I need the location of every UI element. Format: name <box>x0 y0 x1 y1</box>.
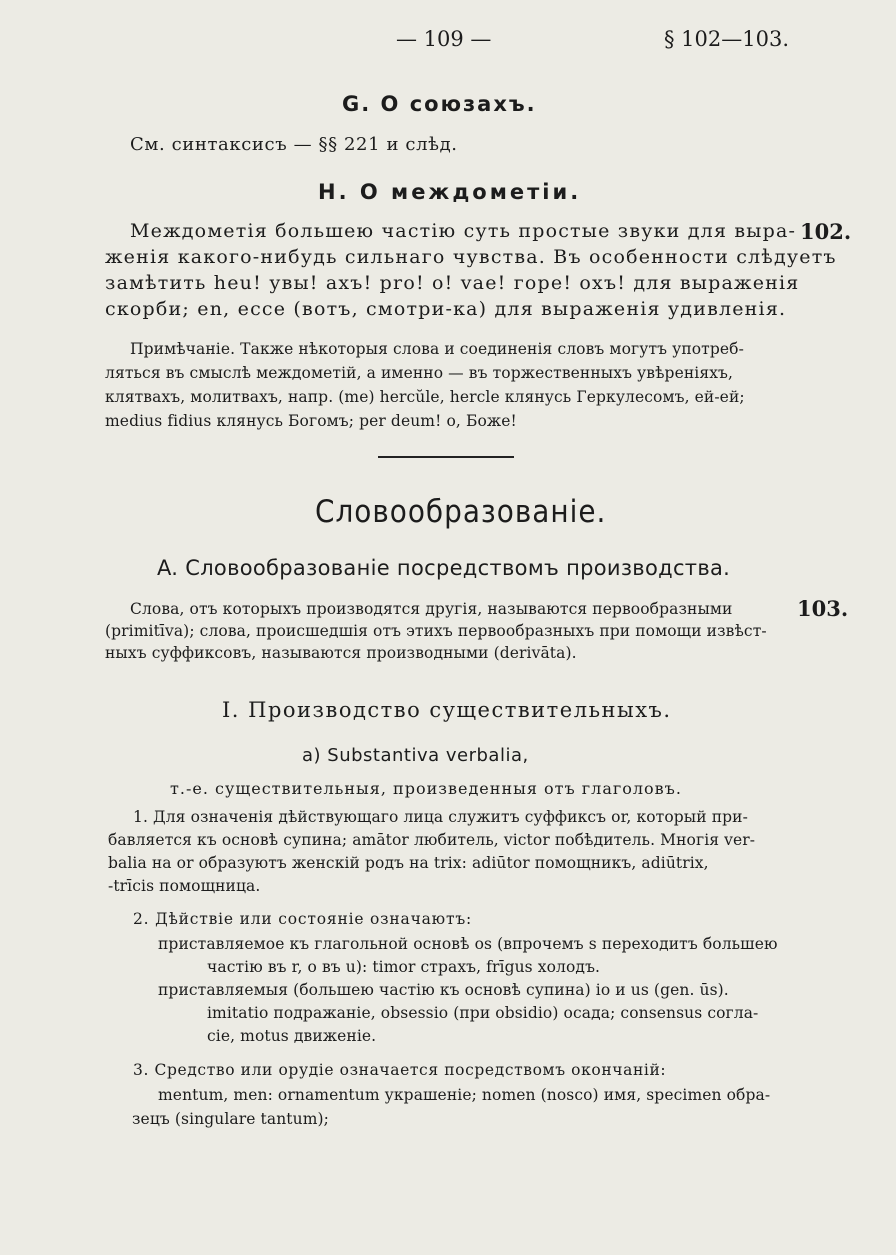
note-line-4: medius fidius клянусь Богомъ; per deum! о, Боже! <box>105 412 517 430</box>
subheading-verbal-nouns: т.-е. существительныя, произведенныя отъ глаголовъ. <box>170 779 682 798</box>
note-line-2: ляться въ смыслѣ междометій, а именно — въ торжественныхъ увѣреніяхъ, <box>105 364 734 382</box>
item2-heading: 2. Дѣйствіе или состояніе означаютъ: <box>133 910 473 928</box>
interjection-line-2: женія какого-нибудь сильнаго чувства. Въ особенности слѣдуетъ <box>105 246 837 268</box>
interjection-line-1: Междометія большею частію суть простые звуки для выра- <box>130 220 797 242</box>
note-line-1: Примѣчаніе. Также нѣкоторыя слова и соединенія словъ могутъ употреб- <box>130 340 744 358</box>
item3-line-2: зецъ (singulare tantum); <box>132 1110 329 1128</box>
note-line-3: клятвахъ, молитвахъ, напр. (me) hercŭle, hercle клянусь Геркулесомъ, ей-ей; <box>105 388 745 406</box>
heading-conjunctions: G. О союзахъ. <box>342 92 537 116</box>
heading-derivation: A. Словообразованіе посредствомъ производства. <box>157 556 731 580</box>
heading-interjections: H. О междометіи. <box>318 180 582 204</box>
item2-line-4: imitatio подражаніе, obsessio (при obsidio) осада; consensus согла- <box>207 1004 759 1022</box>
syntax-reference: См. синтаксисъ — §§ 221 и слѣд. <box>130 134 458 155</box>
heading-nouns: I. Производство существительныхъ. <box>222 698 672 722</box>
item1-line-3: balia на or образуютъ женскій родъ на trix: adiūtor помощникъ, adiūtrix, <box>108 854 709 872</box>
item2-line-2: частію въ r, о въ u): timor страхъ, frīgus холодъ. <box>207 958 601 976</box>
paragraph-number-102: 102. <box>800 219 852 244</box>
derivation-line-3: ныхъ суффиксовъ, называются производными (derivāta). <box>105 644 577 662</box>
section-range: § 102—103. <box>664 27 790 51</box>
heading-substantiva-verbalia: a) Substantiva verbalia, <box>302 745 529 766</box>
interjection-line-3: замѣтить heu! увы! ахъ! pro! о! vae! горе! охъ! для выраженія <box>105 272 800 294</box>
item1-line-1: 1. Для означенія дѣйствующаго лица служитъ суффиксъ or, который при- <box>133 808 748 826</box>
item1-line-4: -trīcis помощница. <box>108 877 261 895</box>
paragraph-number-103: 103. <box>797 596 849 621</box>
item2-line-1: приставляемое къ глагольной основѣ os (впрочемъ s переходитъ большею <box>158 935 778 953</box>
derivation-line-2: (primitīva); слова, происшедшія отъ этихъ первообразныхъ при помощи извѣст- <box>105 622 767 640</box>
item1-line-2: бавляется къ основѣ супина; amātor любитель, victor побѣдитель. Многія ver- <box>108 831 756 849</box>
interjection-line-4: скорби; en, ecce (вотъ, смотри-ка) для выраженія удивленія. <box>105 298 787 320</box>
chapter-title: Словообразованіе. <box>315 494 607 530</box>
derivation-line-1: Слова, отъ которыхъ производятся другія, называются первообразными <box>130 600 733 618</box>
page-number: — 109 — <box>396 27 492 51</box>
item3-line-1: mentum, men: ornamentum украшеніе; nomen (nosco) имя, specimen обра- <box>158 1086 771 1104</box>
section-divider <box>378 456 514 458</box>
item2-line-5: сіе, motus движеніе. <box>207 1027 377 1045</box>
item2-line-3: приставляемыя (большею частію къ основѣ супина) io и us (gen. ūs). <box>158 981 729 999</box>
item3-heading: 3. Средство или орудіе означается посредствомъ окончаній: <box>133 1061 667 1079</box>
